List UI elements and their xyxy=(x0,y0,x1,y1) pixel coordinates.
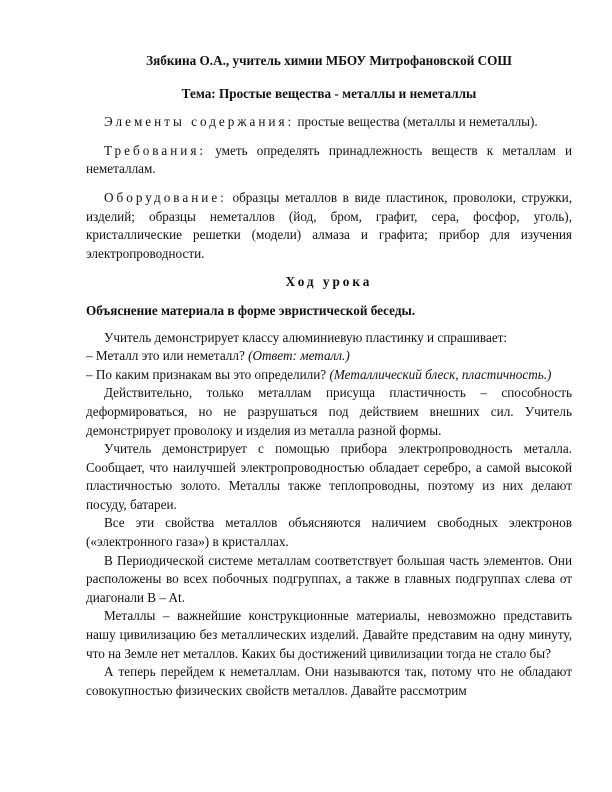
document-body xyxy=(86,52,572,700)
question-1-text: – Металл это или неметалл? xyxy=(86,348,249,364)
answer-2-text: (Металлический блеск, пластичность.) xyxy=(329,366,552,382)
elements-text: простые вещества (металлы и неметаллы). xyxy=(294,114,538,130)
equipment-paragraph xyxy=(86,189,572,263)
lesson-title: Ход урока xyxy=(285,274,373,290)
requirements-paragraph xyxy=(86,142,572,179)
intro-paragraph: Учитель демонстрирует классу алюминиевую пластинку и спрашивает: xyxy=(104,329,508,345)
paragraph-nonmetals: А теперь перейдем к неметаллам. Они называются так, потому что не обладают совокупностью физических свойств металлов. Давайте рассмотрим xyxy=(86,664,572,698)
question-1 xyxy=(86,347,572,366)
lesson-subtitle: Объяснение материала в форме эвристической беседы. xyxy=(86,302,416,318)
elements-paragraph xyxy=(86,113,572,132)
requirements-label: Требования: xyxy=(104,142,207,158)
elements-label: Элементы содержания: xyxy=(104,114,295,130)
equipment-text: образцы металлов в виде пластинок, проволоки, стружки, изделий; образцы неметаллов (йод, бром, графит, сера, фосфор, уголь), кристаллические решетки (модели) алмаза и графита; прибор для изучения электропроводности. xyxy=(86,189,572,261)
question-2 xyxy=(86,366,572,385)
paragraph-electrons: Все эти свойства металлов объясняются наличием свободных электронов («электронного газа») в кристаллах. xyxy=(86,515,572,550)
author-line: Зябкина О.А., учитель химии МБОУ Митрофановской СОШ xyxy=(146,53,512,68)
paragraph-periodic-table: В Периодической системе металлам соответствует большая часть элементов. Они расположены во всех побочных подгруппах, а также в главных подгруппах слева от диагонали B – At. xyxy=(86,552,572,605)
paragraph-conductivity: Учитель демонстрирует с помощью прибора электропроводность металла. Сообщает, что наилучшей электропроводностью обладает серебро, а самой высокой пластичностью золото. Металлы также теплопроводны, поэтому из них делают посуду, батареи. xyxy=(86,441,572,512)
question-2-text: – По каким признакам вы это определили? xyxy=(86,366,330,382)
paragraph-plasticity: Действительно, только металлам присуща пластичность – способность деформироваться, но не разрушаться под действием внешних сил. Учитель демонстрирует проволоку и изделия из металла разной формы. xyxy=(86,385,572,438)
topic-title: Тема: Простые вещества - металлы и неметаллы xyxy=(181,85,477,101)
paragraph-civilization: Металлы – важнейшие конструкционные материалы, невозможно представить нашу цивилизацию без металлических изделий. Давайте представим на одну минуту, что на Земле нет металлов. Каких бы достижений цивилизации тогда не стало бы? xyxy=(86,608,572,661)
requirements-text: уметь определять принадлежность веществ к металлам и неметаллам. xyxy=(86,142,572,177)
equipment-label: Оборудование: xyxy=(104,189,227,205)
answer-1-text: (Ответ: металл.) xyxy=(248,348,350,364)
